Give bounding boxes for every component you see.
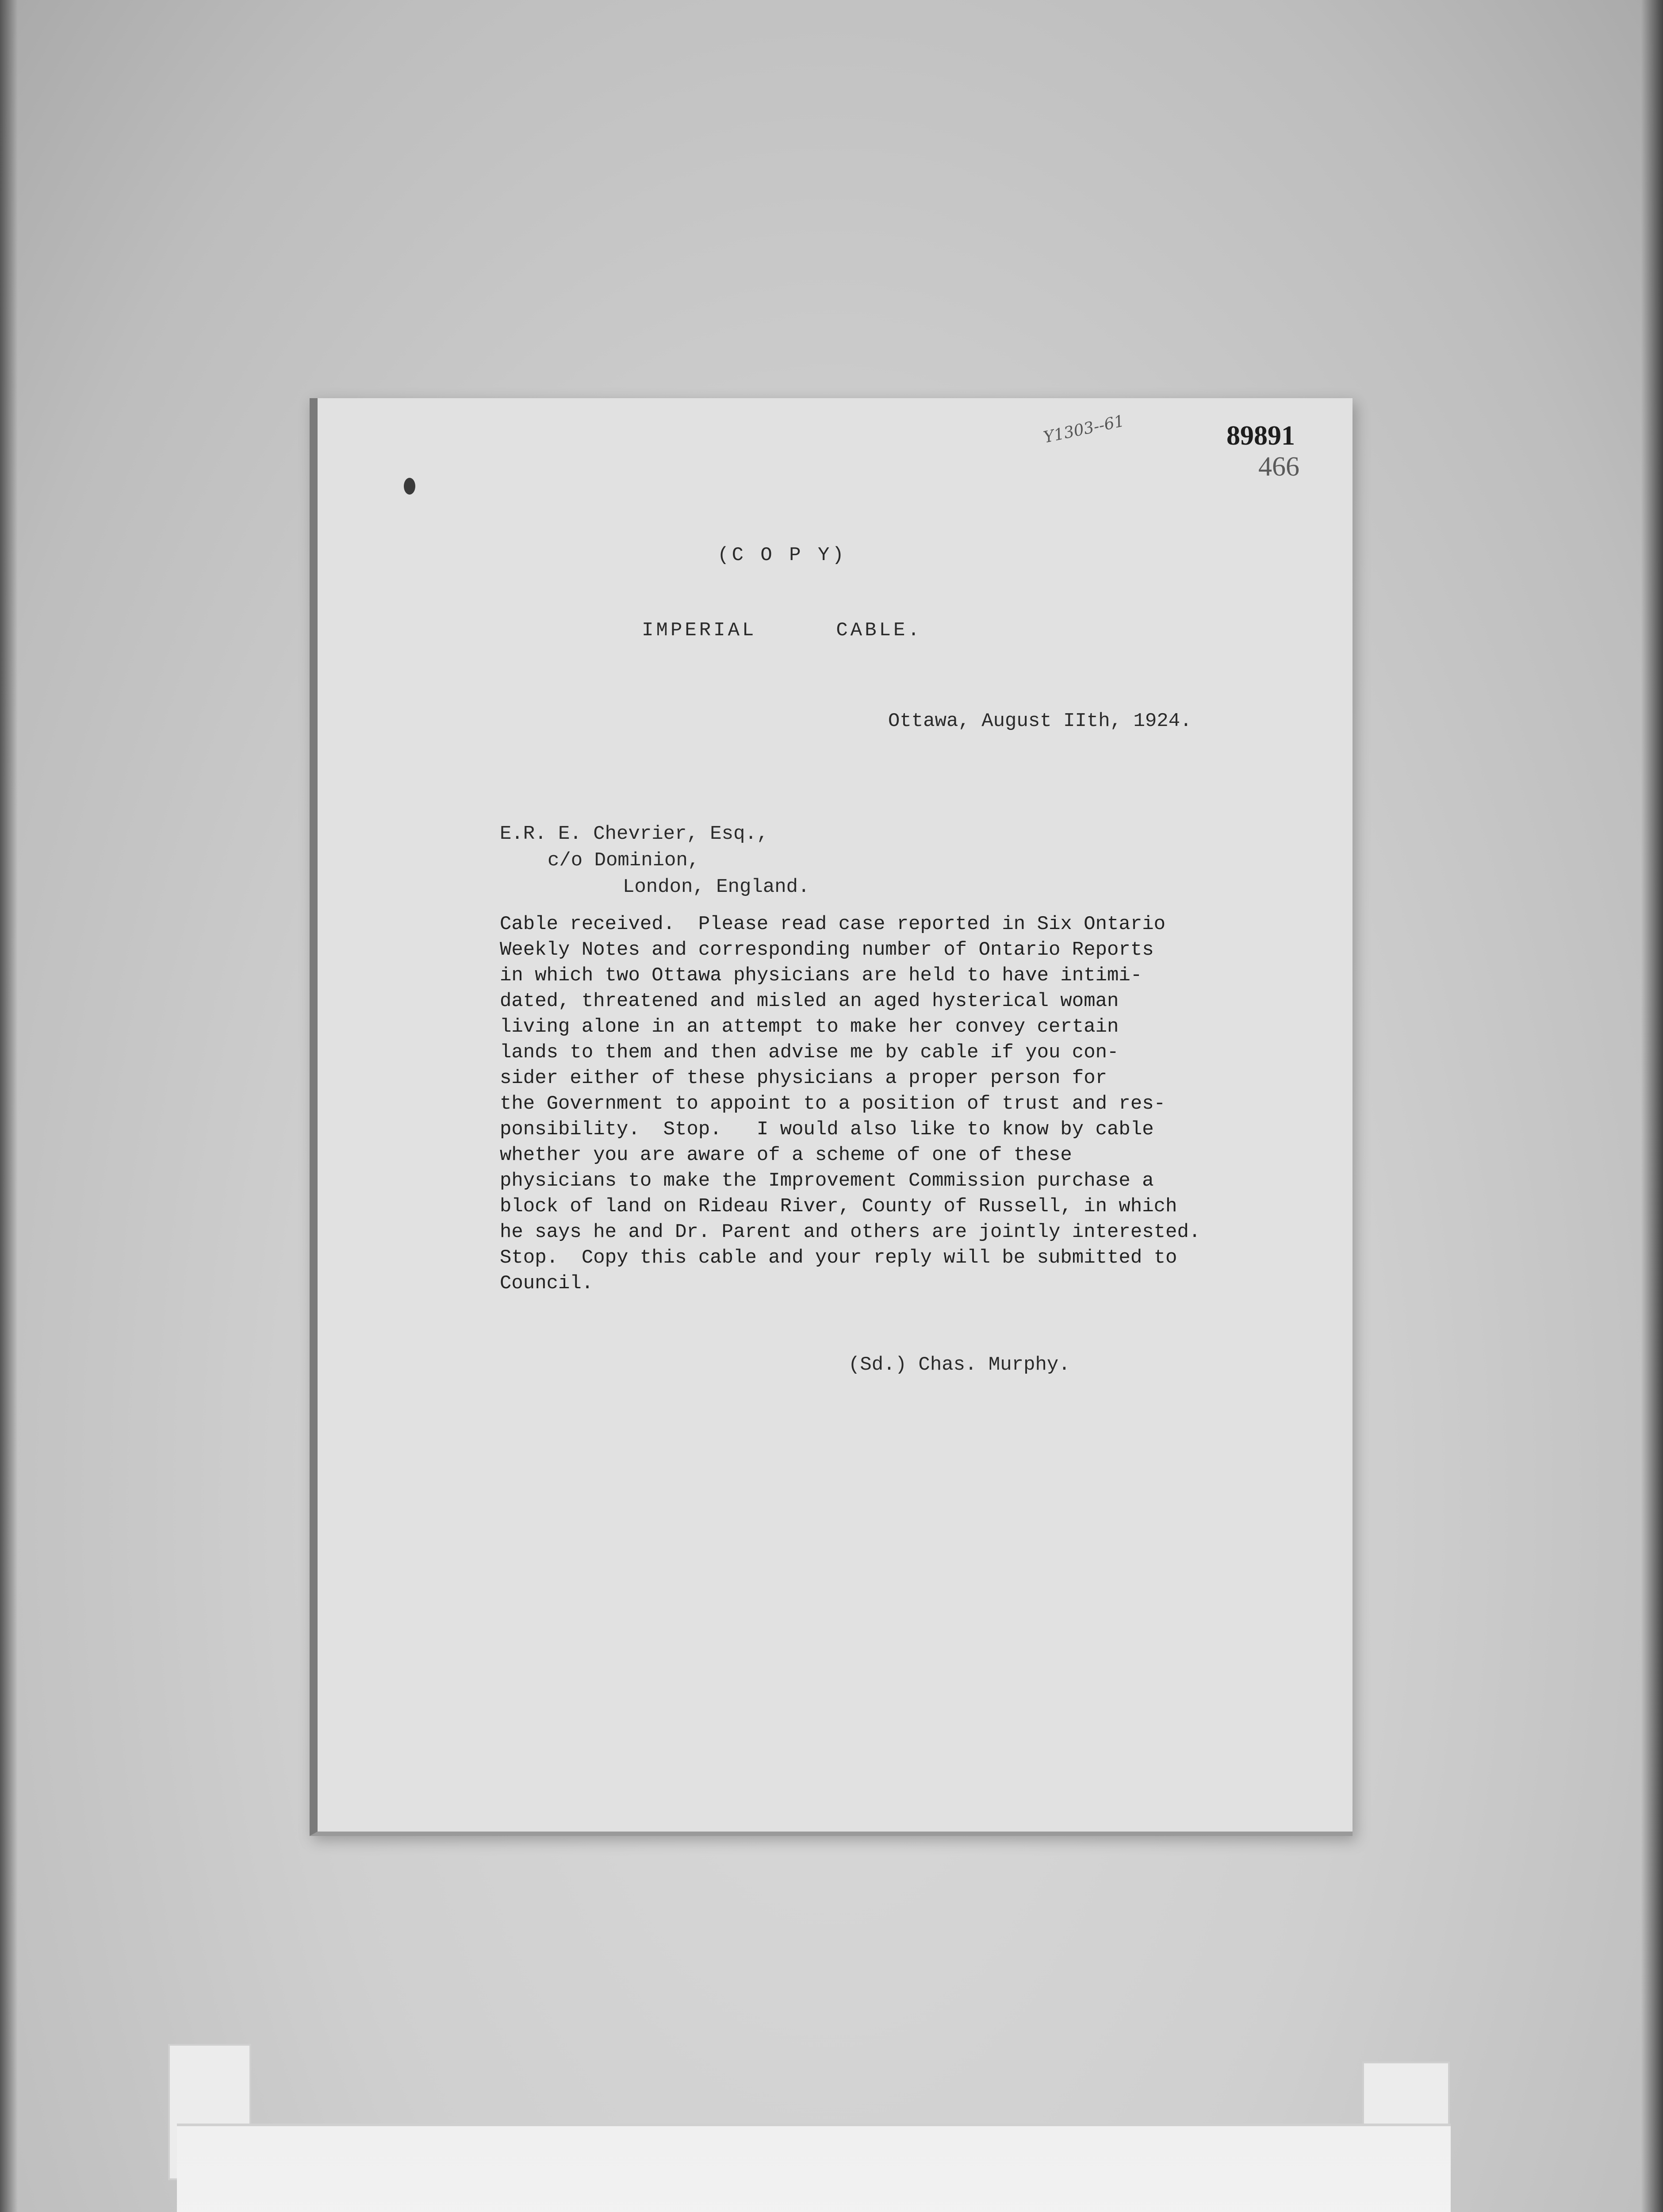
body-line: block of land on Rideau River, County of Russell, in which [500, 1195, 1177, 1217]
body-line: physicians to make the Improvement Commission purchase a [500, 1170, 1154, 1192]
page-number: 466 [1258, 452, 1299, 482]
body-line: Cable received. Please read case reported in Six Ontario [500, 913, 1166, 935]
body-line: dated, threatened and misled an aged hysterical woman [500, 990, 1119, 1012]
body-line: whether you are aware of a scheme of one of these [500, 1144, 1072, 1166]
body-line: Weekly Notes and corresponding number of Ontario Reports [500, 939, 1154, 961]
signature: (Sd.) Chas. Murphy. [848, 1354, 1070, 1376]
body-line: sider either of these physicians a proper person for [500, 1067, 1107, 1089]
body-line: lands to them and then advise me by cable if you con- [500, 1041, 1119, 1064]
addressee-line: c/o Dominion, [548, 849, 700, 872]
cable-type-right: CABLE. [836, 619, 922, 641]
body-line: in which two Ottawa physicians are held to have intimi- [500, 964, 1142, 987]
handwritten-annotation: Y1303--61 [1042, 412, 1126, 447]
document-page [310, 398, 1353, 1836]
dateline: Ottawa, August IIth, 1924. [888, 710, 1192, 732]
body-line: the Government to appoint to a position of trust and res- [500, 1093, 1166, 1115]
addressee-line: E.R. E. Chevrier, Esq., [500, 823, 769, 845]
body-line: Stop. Copy this cable and your reply will be submitted to [500, 1247, 1177, 1269]
body-line: he says he and Dr. Parent and others are jointly interested. [500, 1221, 1201, 1243]
body-line: ponsibility. Stop. I would also like to know by cable [500, 1118, 1154, 1141]
frame-shadow-right [1641, 0, 1663, 2212]
document-number: 89891 [1226, 421, 1295, 451]
frame-shadow-left [0, 0, 18, 2212]
punch-hole [404, 478, 415, 495]
cable-body [500, 911, 1349, 1296]
copy-heading: (C O P Y) [717, 544, 847, 566]
archive-label-strip [177, 2124, 1451, 2212]
body-line: living alone in an attempt to make her convey certain [500, 1016, 1119, 1038]
cable-type-heading [264, 619, 1299, 641]
body-line: Council. [500, 1272, 594, 1294]
addressee-line: London, England. [623, 876, 810, 898]
cable-type-left: IMPERIAL [642, 619, 757, 641]
